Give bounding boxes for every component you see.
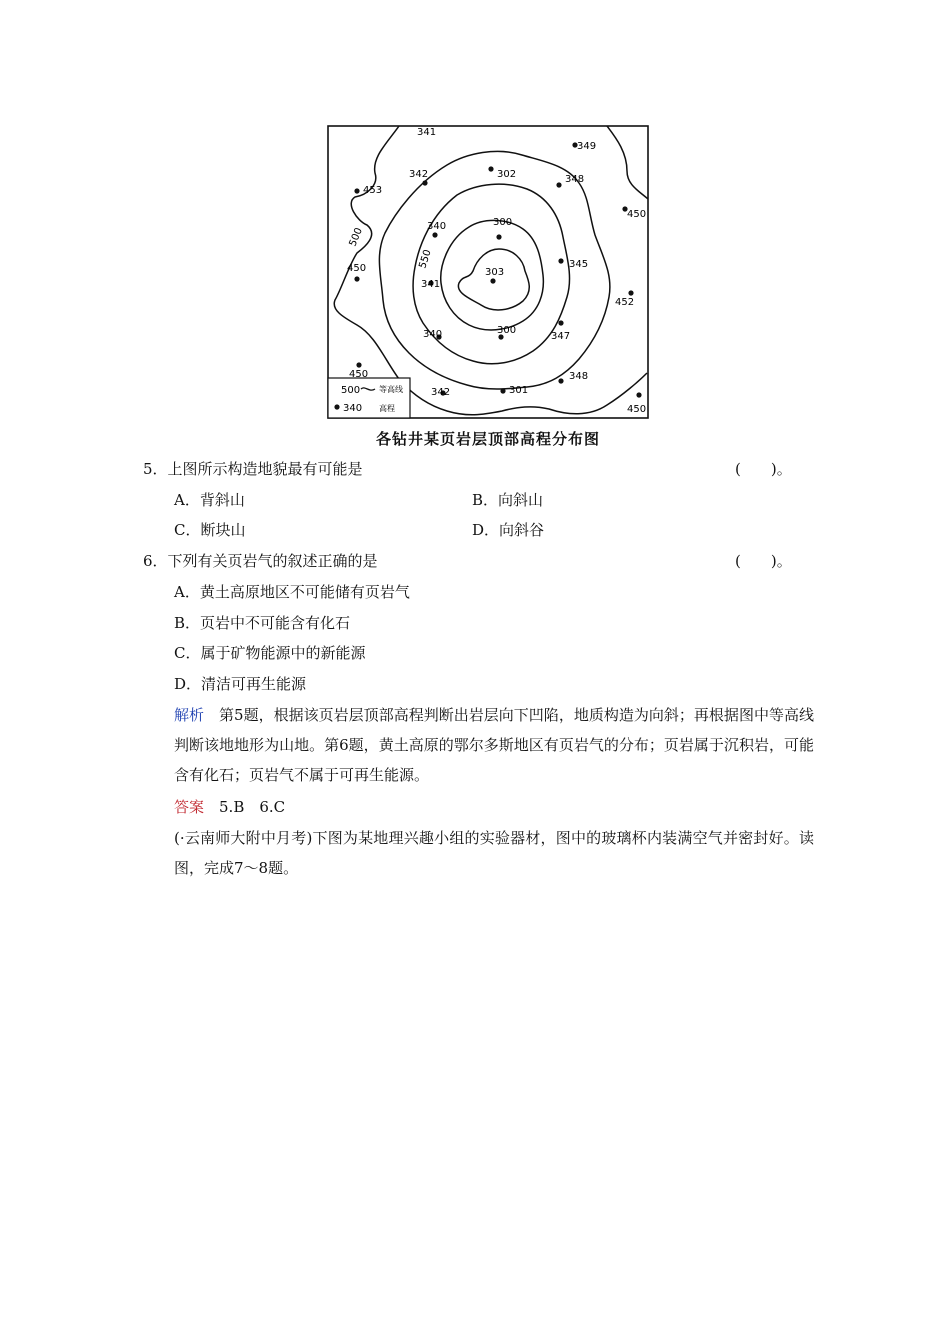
elevation-point-label: 349	[577, 141, 597, 152]
elevation-point-dot	[636, 392, 641, 397]
map-title: 各钻井某页岩层顶部高程分布图	[375, 430, 600, 448]
elevation-point-label: 450	[627, 209, 647, 220]
elevation-point-label: 450	[349, 369, 369, 380]
elevation-point-dot	[354, 188, 359, 193]
q6-option-b: B．页岩中不可能含有化石	[174, 614, 351, 632]
contour-label-550: 550	[417, 248, 434, 270]
elevation-point-dot	[556, 182, 561, 187]
q5-option-a: A．背斜山	[174, 491, 245, 509]
elevation-point-label: 341	[421, 279, 441, 290]
next-question-intro: (·云南师大附中月考)下图为某地理兴趣小组的实验器材，图中的玻璃杯内装满空气并密封好。读图，完成7～8题。	[174, 829, 814, 877]
elevation-point-dot	[422, 180, 427, 185]
analysis-text: 第5题，根据该页岩层顶部高程判断出岩层向下凹陷，地质构造为向斜；再根据图中等高线判断该地地形为山地。第6题，黄土高原的鄂尔多斯地区有页岩气的分布；页岩属于沉积岩，可能含有化石；页岩气不属于可再生能源。	[174, 706, 814, 784]
q6-option-d: D．清洁可再生能源	[174, 675, 307, 693]
elevation-point-label: 450	[347, 263, 367, 274]
elevation-point-dot	[432, 232, 437, 237]
contour-map-svg	[327, 125, 649, 419]
question-5-answer-blank: ( )。	[735, 460, 792, 478]
analysis-tag: 解析	[174, 706, 205, 724]
elevation-point-label: 348	[565, 174, 585, 185]
question-6-answer-blank: ( )。	[735, 552, 792, 570]
answer-text: 5.B 6.C	[204, 798, 286, 816]
q5-option-b: B．向斜山	[472, 491, 544, 509]
elevation-point-label: 348	[569, 371, 589, 382]
question-6-stem: 6．下列有关页岩气的叙述正确的是	[143, 552, 378, 570]
elevation-point-dot	[490, 278, 495, 283]
elevation-point-label: 341	[417, 127, 437, 138]
legend-point-symbol	[334, 404, 339, 409]
elevation-point-label: 453	[363, 185, 383, 196]
elevation-point-label: 450	[627, 404, 647, 415]
elevation-point-dot	[558, 320, 563, 325]
q5-option-c: C．断块山	[174, 521, 246, 539]
elevation-point-dot	[558, 378, 563, 383]
contour-label-500: 500	[347, 226, 365, 249]
question-5-stem: 5．上图所示构造地貌最有可能是	[143, 460, 363, 478]
legend-box	[328, 378, 410, 418]
elevation-point-dot	[356, 362, 361, 367]
elevation-point-dot	[354, 276, 359, 281]
elevation-point-label: 347	[551, 331, 571, 342]
answer-line	[174, 792, 814, 822]
elevation-point-label: 340	[427, 221, 447, 232]
elevation-point-dot	[500, 388, 505, 393]
elevation-point-dot	[558, 258, 563, 263]
elevation-point-dot	[488, 166, 493, 171]
elevation-point-dot	[496, 234, 501, 239]
elevation-point-label: 340	[423, 329, 443, 340]
elevation-point-label: 342	[431, 387, 451, 398]
elevation-point-label: 452	[615, 297, 635, 308]
q6-option-a: A．黄土高原地区不可能储有页岩气	[174, 583, 410, 601]
elevation-point-dot	[628, 290, 633, 295]
legend-point-text: 高程	[379, 404, 395, 413]
elevation-point-label: 345	[569, 259, 589, 270]
legend-contour-value: 500	[341, 385, 361, 396]
legend-point-value: 340	[343, 403, 363, 414]
q6-option-c: C．属于矿物能源中的新能源	[174, 644, 366, 662]
q5-option-d: D．向斜谷	[472, 521, 545, 539]
contour-map	[327, 125, 649, 419]
elevation-point-label: 300	[497, 325, 517, 336]
elevation-point-label: 301	[509, 385, 529, 396]
elevation-point-label: 303	[485, 267, 505, 278]
elevation-point-label: 300	[493, 217, 513, 228]
legend-contour-text: 等高线	[379, 385, 403, 394]
elevation-point-label: 302	[497, 169, 517, 180]
answer-tag: 答案	[174, 798, 205, 816]
elevation-point-label: 342	[409, 169, 429, 180]
analysis-paragraph	[174, 700, 814, 790]
